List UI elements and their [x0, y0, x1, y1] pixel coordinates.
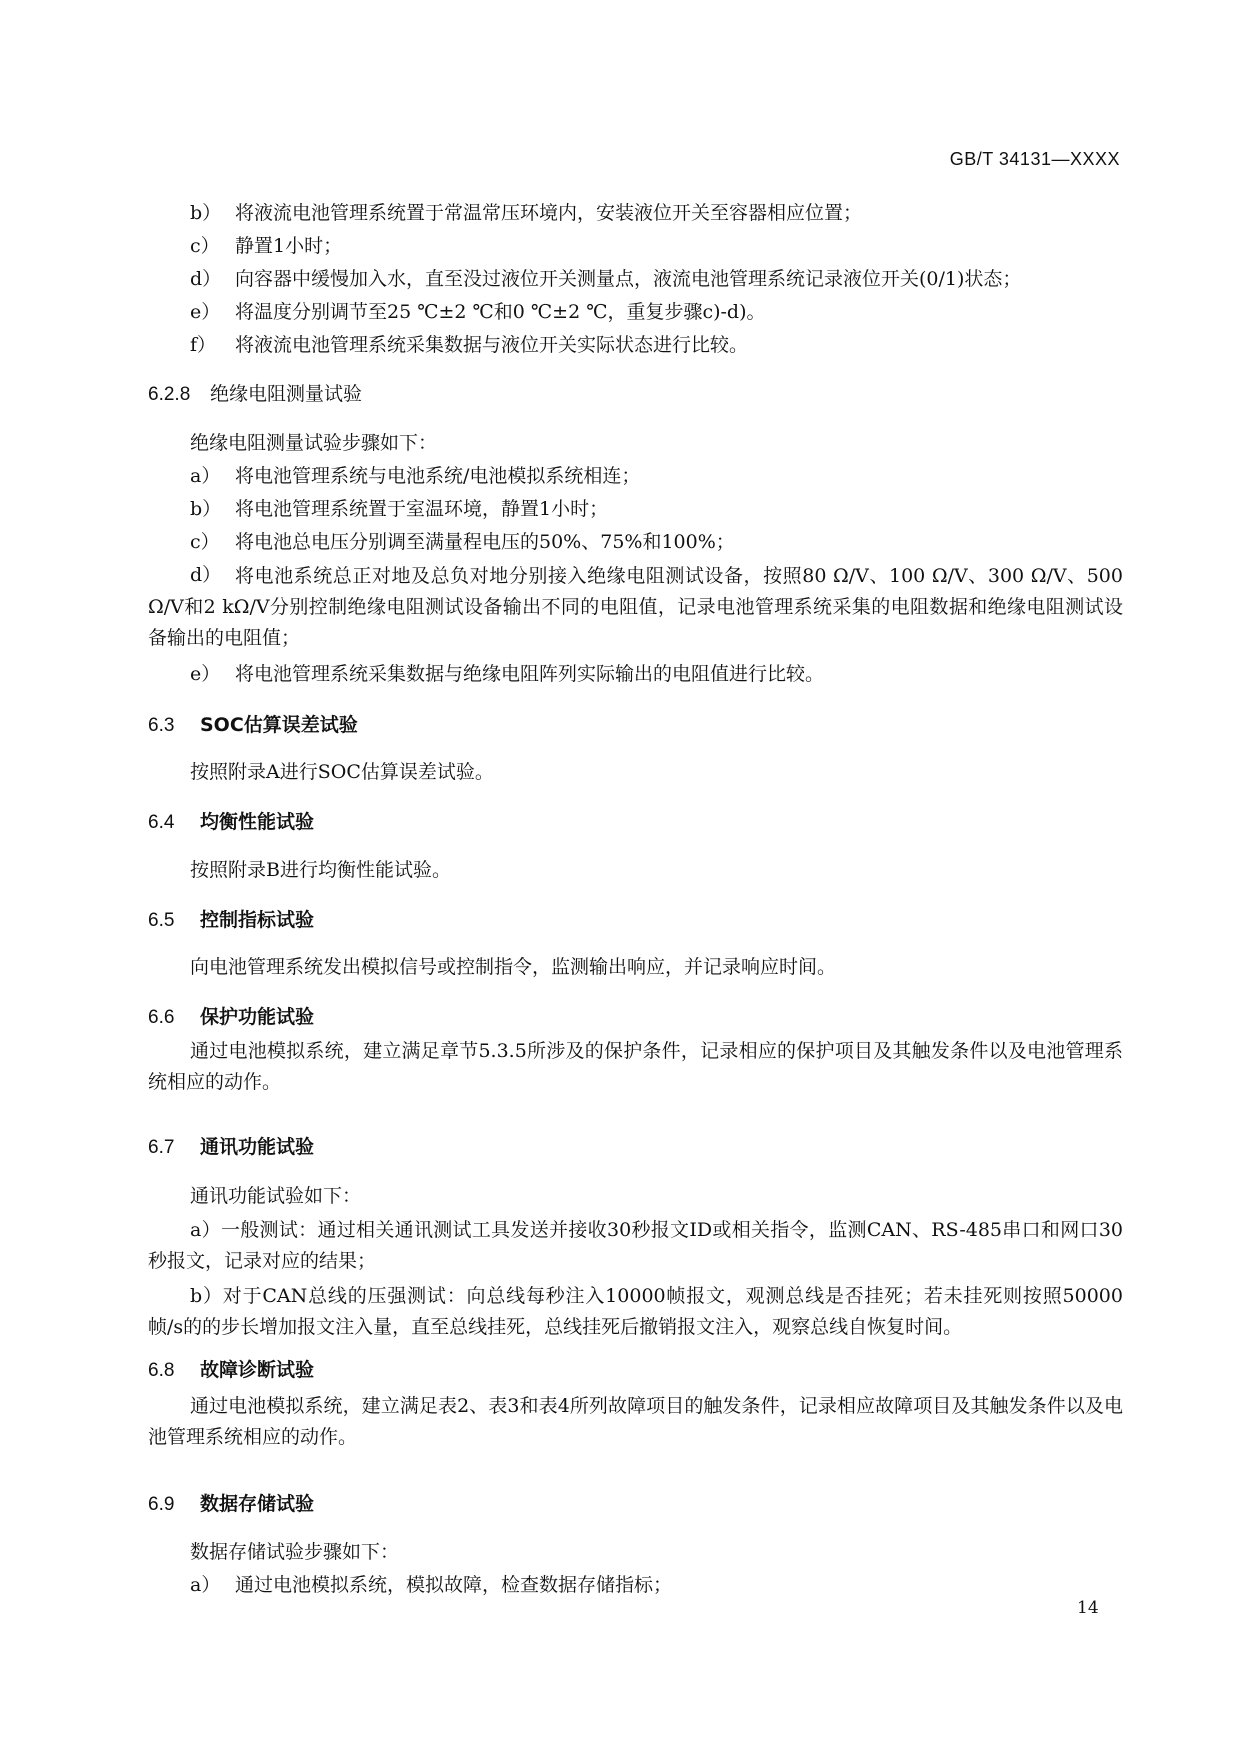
list-text-multiline: 将电池系统总正对地及总负对地分别接入绝缘电阻测试设备，按照80 Ω/V、100 Ω/V、300 Ω/V、500 Ω/V和2 kΩ/V分别控制绝缘电阻测试设备输出不同的电阻值，记录电池管理系统采集的电阻数据和绝缘电阻测试设备输出的电阻值； [148, 565, 1123, 649]
section-title: SOC估算误差试验 [200, 714, 358, 736]
section-title: 数据存储试验 [200, 1493, 315, 1515]
list-label: d） [190, 268, 222, 290]
section-title: 通讯功能试验 [200, 1136, 315, 1158]
list-label: c） [190, 235, 220, 257]
list-text: 将电池管理系统置于室温环境，静置1小时； [235, 498, 609, 520]
list-text: 通过电池模拟系统，模拟故障，检查数据存储指标； [235, 1574, 673, 1596]
list-label: b） [190, 498, 222, 520]
list-text: 将温度分别调节至25 ℃±2 ℃和0 ℃±2 ℃，重复步骤c)-d)。 [235, 301, 766, 323]
list-text: 静置1小时； [235, 235, 343, 257]
list-item [148, 1281, 1123, 1343]
list-text: 将电池总电压分别调至满量程电压的50%、75%和100%； [235, 531, 735, 553]
list-label: a） [190, 465, 221, 487]
section-title: 保护功能试验 [200, 1006, 315, 1028]
list-text: 将液流电池管理系统置于常温常压环境内，安装液位开关至容器相应位置； [235, 202, 863, 224]
list-text: 对于CAN总线的压强测试：向总线每秒注入10000帧报文，观测总线是否挂死；若未挂死则按照50000帧/s的的步长增加报文注入量，直至总线挂死，总线挂死后撤销报文注入，观察总线自恢复时间。 [148, 1285, 1123, 1338]
paragraph: 绝缘电阻测量试验步骤如下： [190, 432, 438, 454]
list-label: c） [190, 531, 220, 553]
section-title: 绝缘电阻测量试验 [210, 383, 363, 405]
list-item [148, 1215, 1123, 1277]
paragraph: 向电池管理系统发出模拟信号或控制指令，监测输出响应，并记录响应时间。 [190, 956, 837, 978]
section-heading-6-8 [148, 1356, 314, 1385]
list-label: e） [190, 663, 221, 685]
document-id: GB/T 34131—XXXX [949, 149, 1120, 169]
section-heading-6-2-8 [148, 380, 362, 409]
section-heading-6-7 [148, 1133, 314, 1162]
list-text: 将电池管理系统与电池系统/电池模拟系统相连； [235, 465, 641, 487]
paragraph: 通过电池模拟系统，建立满足章节5.3.5所涉及的保护条件，记录相应的保护项目及其触发条件以及电池管理系统相应的动作。 [148, 1040, 1123, 1093]
paragraph: 通过电池模拟系统，建立满足表2、表3和表4所列故障项目的触发条件，记录相应故障项目及其触发条件以及电池管理系统相应的动作。 [148, 1395, 1123, 1448]
section-title: 控制指标试验 [200, 909, 315, 931]
list-label: e） [190, 301, 221, 323]
section-title: 均衡性能试验 [200, 811, 315, 833]
list-label: d） [190, 564, 222, 586]
section-heading-6-6 [148, 1003, 314, 1032]
list-text: 将电池管理系统采集数据与绝缘电阻阵列实际输出的电阻值进行比较。 [235, 663, 825, 685]
section-number: 6.6 [148, 1007, 175, 1028]
list-text: 向容器中缓慢加入水，直至没过液位开关测量点，液流电池管理系统记录液位开关(0/1)状态； [235, 268, 1022, 290]
section-number: 6.3 [148, 715, 175, 736]
paragraph: 通讯功能试验如下： [190, 1185, 362, 1207]
list-label: a） [190, 1574, 221, 1596]
section-number: 6.5 [148, 910, 175, 931]
section-number: 6.4 [148, 812, 175, 833]
page-number: 14 [1077, 1598, 1099, 1618]
section-heading-6-5 [148, 906, 314, 935]
section-number: 6.8 [148, 1360, 175, 1381]
paragraph: 按照附录A进行SOC估算误差试验。 [190, 761, 494, 783]
list-label: b） [190, 1285, 223, 1307]
section-heading-6-4 [148, 808, 314, 837]
section-number: 6.9 [148, 1494, 175, 1515]
paragraph: 数据存储试验步骤如下： [190, 1541, 400, 1563]
list-label: a） [190, 1219, 221, 1241]
section-number: 6.7 [148, 1137, 175, 1158]
list-text: 一般测试：通过相关通讯测试工具发送并接收30秒报文ID或相关指令，监测CAN、RS-485串口和网口30秒报文，记录对应的结果； [148, 1219, 1123, 1272]
section-heading-6-9 [148, 1490, 314, 1519]
section-title: 故障诊断试验 [200, 1359, 315, 1381]
list-text: 将液流电池管理系统采集数据与液位开关实际状态进行比较。 [235, 334, 749, 356]
list-label: b） [190, 202, 222, 224]
section-number: 6.2.8 [148, 384, 191, 405]
section-heading-6-3 [148, 711, 358, 740]
list-label: f） [190, 334, 217, 356]
paragraph: 按照附录B进行均衡性能试验。 [190, 859, 451, 881]
